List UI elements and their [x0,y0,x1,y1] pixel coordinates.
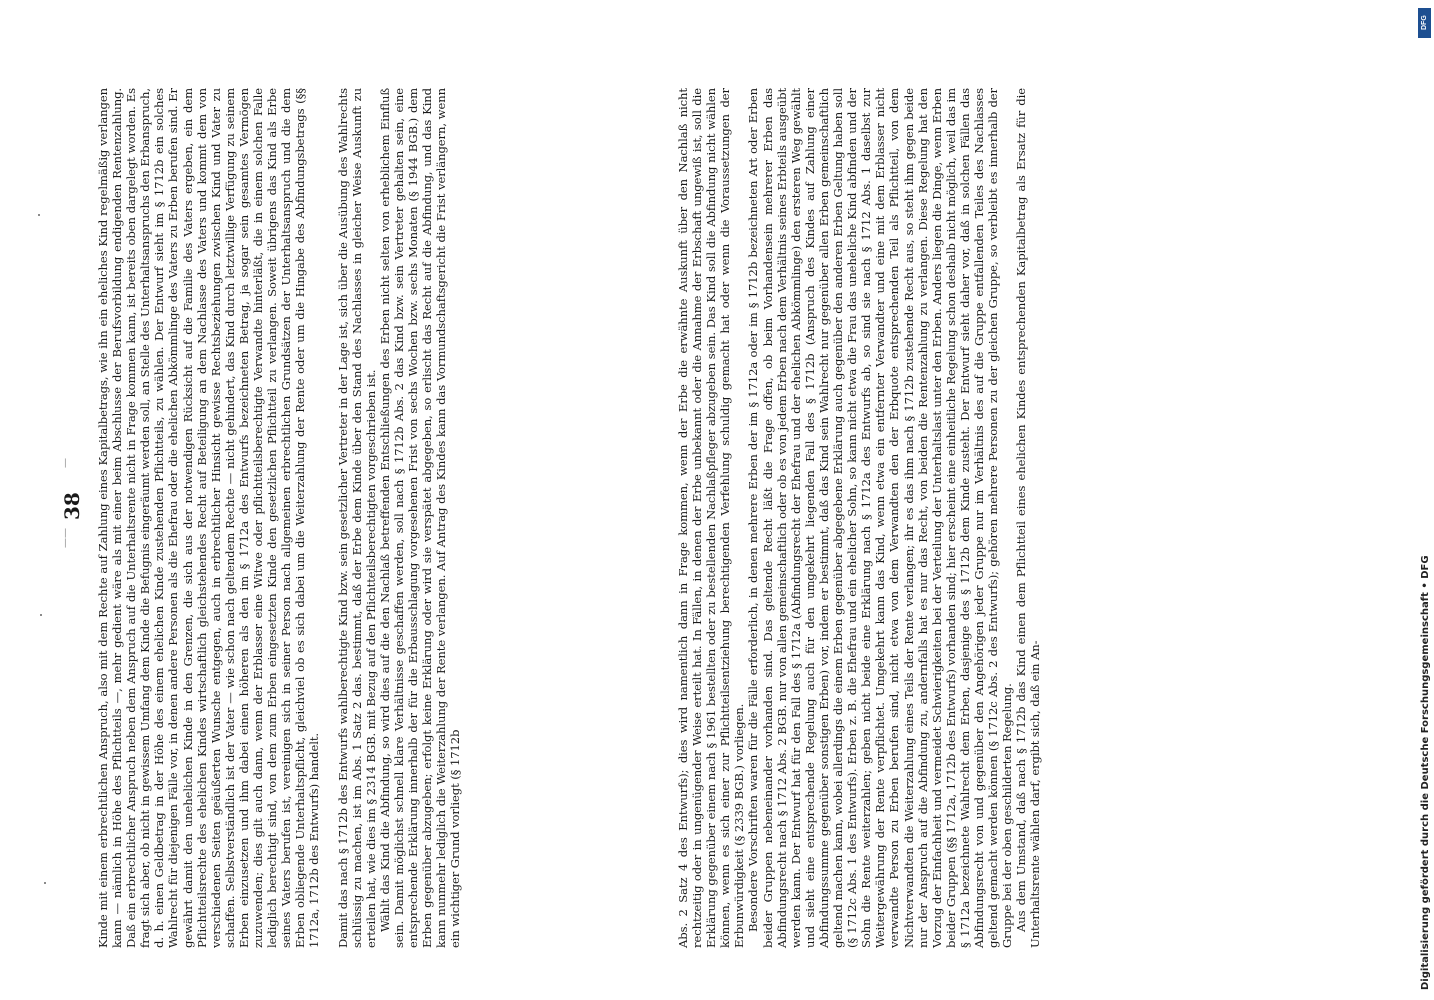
scan-speck [40,614,42,616]
paragraph: Damit das nach § 1712b des Entwurfs wahlberechtigte Kind bzw. sein gesetzlicher Vertreter in der Lage ist, sich über die Ausübung des Wahlrechts schlüssig zu machen, ist im Abs. 1 Satz 2 das. bestimmt, daß der Erbe dem Kinde über den Stand des Nachlasses in gleicher Weise Auskunft zu erteilen hat, wie dies im § 2314 BGB. mit Bezug auf den Pflichtteilsberechtigten vorgeschrieben ist. [335,88,378,948]
dfg-logo: DFG [1418,8,1431,38]
paragraph: Besondere Vorschriften waren für die Fälle erforderlich, in denen mehrere Erben der im § 1712a oder im § 1712b bezeichneten Art oder Erben beider Gruppen nebeneinander vorhanden sind. Das geltende Recht läßt die Frage offen, ob beim Vorhandensein mehrerer Erben das Abfindungsrecht nach § 1712 Abs. 2 BGB. nur von allen gemeinschaftlich oder ob es von jedem Erben nach dem Verhältnis seines Erbteils ausgeübt werden kann. Der Entwurf hat für den Fall des § 1712a (Abfindungsrecht der Ehefrau und der ehelichen Abkömmlinge) den ersteren Weg gewählt und sieht eine entsprechende Regelung auch für den umgekehrt liegenden Fall des § 1712b (Anspruch des Kindes auf Zahlung einer Abfindungssumme gegenüber sonstigen Erben) vor, indem er bestimmt, daß das Kind sein Wahlrecht nur gegenüber allen Erben gemeinschaftlich geltend machen kann, wobei allerdings die einem Erben gegenüber abgegebene Erklärung auch gegenüber den anderen Erben Geltung haben soll (§ 1712c Abs. 1 des Entwurfs). Erben z. B. die Ehefrau und ein ehelicher Sohn, so kann nicht etwa die Frau das uneheliche Kind abfinden und der Sohn die Rente weiterzahlen; geben nicht beide eine Erklärung nach § 1712a des Entwurfs ab, so sind sie nach § 1712 Abs. 1 daselbst zur Weitergewährung der Rente verpflichtet. Umgekehrt kann das Kind, wenn etwa ein entfernter Verwandter und eine mit dem Erblasser nicht verwandte Person zu Erben berufen sind, nicht etwa von dem Verwandten den der Erbquote entsprechenden Teil als Pflichtteil, von dem Nichtverwandten die Weiterzahlung eines Teils der Rente verlangen; ihr es das ihm nach § 1712b zustehende Recht aus, so steht ihm gegen beide nur der Anspruch auf die Abfindung zu, andernfalls hat es nur das Recht, von beiden die Rentenzahlung zu verlangen. Diese Regelung hat den Vorzug der Einfachheit und vermeidet Schwierigkeiten bei der Verteilung der Unterhaltslast unter den Erben. Anders liegen die Dinge, wenn Erben beider Gruppen (§§ 1712a, 1712b des Entwurfs) vorhanden sind; hier erscheint eine einheitliche Regelung schon deshalb nicht möglich, weil das im § 1712a bezeichnete Wahlrecht dem Erben, dasjenige des § 1712b dem Kinde zusteht. Der Entwurf sieht daher vor, daß in solchen Fällen das Abfindungsrecht von und gegenüber den Angehörigen jeder Gruppe nur im Verhältnis des auf die Gruppe entfallenden Teiles des Nachlasses geltend gemacht werden können (§ 1712c Abs. 2 des Entwurfs); gehören mehrere Personen zu der gleichen Gruppe, so verbleibt es innerhalb der Gruppe bei der oben geschilderten Regelung. [746,88,1015,948]
paragraph: Abs. 2 Satz 4 des Entwurfs); dies wird namentlich dann in Frage kommen, wenn der Erbe die erwähnte Auskunft über den Nachlaß nicht rechtzeitig oder in ungenügender Weise erteilt hat. In Fällen, in denen der Erbe unbekannt oder die Annahme der Erbschaft ungewiß ist, soll die Erklärung gegenüber einem nach § 1961 bestellten oder zu bestellenden Nachlaßpfleger abzugeben sein. Das Kind soll die Abfindung nicht wählen können, wenn es sich einer zur Pflichtteilsentziehung berechtigenden Verfehlung schuldig gemacht hat oder wenn die Voraussetzungen der Erbunwürdigkeit (§ 2339 BGB.) vorliegen. [676,88,747,948]
paragraph: Wählt das Kind die Abfindung, so wird dies auf die den Nachlaß betreffenden Entschließungen des Erben nicht selten von erheblichem Einfluß sein. Damit möglichst schnell klare Verhältnisse geschaffen werden, soll nach § 1712b Abs. 2 das Kind bzw. sein Vertreter gehalten sein, eine entsprechende Erklärung innerhalb der für die Erbausschlagung vorgesehenen Frist von sechs Wochen bzw. sechs Monaten (§ 1944 BGB.) dem Erben gegenüber abzugeben; erfolgt keine Erklärung oder wird sie verspätet abgegeben, so erlischt das Recht auf die Abfindung, und das Kind kann nunmehr lediglich die Weiterzahlung der Rente verlangen. Auf Antrag des Kindes kann das Vormundschaftsgericht die Frist verlängern, wenn ein wichtiger Grund vorliegt (§ 1712b [377,88,463,948]
digitization-credit: Digitalisierung gefördert durch die Deutsche Forschungsgemeinschaft • DFG [1420,555,1431,990]
margin-mark: —— [60,528,71,548]
scan-speck [38,214,40,216]
margin-mark: — [60,458,71,468]
right-text-column [676,88,1266,948]
paragraph: Kinde mit einem erbrechtlichen Anspruch, also mit dem Rechte auf Zahlung eines Kapitalbetrags, wie ihn ein eheliches Kind regelmäßig verlangen kann — nämlich in Höhe des Pflichtteils —, mehr gedient wäre als mit einer beim Abschlusse der Berufsvorbildung endigenden Rentenzahlung. Daß ein erbrechtlicher Anspruch neben dem Anspruch auf die Unterhaltsrente nicht in Frage kommen kann, ist bereits oben dargelegt worden. Es fragt sich aber, ob nicht in gewissem Umfang dem Kinde die Befugnis eingeräumt werden soll, an Stelle des Unterhaltsanspruchs den Erbanspruch, d. h. einen Geldbetrag in der Höhe des einem ehelichen Kinde zustehenden Pflichtteils, zu wählen. Der Entwurf sieht im § 1712b ein solches Wahlrecht für diejenigen Fälle vor, in denen andere Personen als die Ehefrau oder die ehelichen Abkömmlinge des Vaters zu Erben berufen sind. Er gewährt damit den unehelichen Kinde in den Grenzen, die sich aus der notwendigen Rücksicht auf die Familie des Vaters ergeben, ein dem Pflichtteilsrechte des ehelichen Kindes wirtschaftlich gleichstehendes Recht auf Beteiligung an dem Nachlasse des Vaters und kommt dem von verschiedenen Seiten geäußerten Wunsche entgegen, auch in erbrechtlicher Hinsicht gewisse Rechtsbeziehungen zwischen Kind und Vater zu schaffen. Selbstverständlich ist der Vater — wie schon nach geltendem Rechte — nicht gehindert, das Kind durch letztwillige Verfügung zu seinem Erben einzusetzen und ihm dabei einen höheren als den im § 1712a des Entwurfs bezeichneten Betrag, ja sogar sein gesamtes Vermögen zuzuwenden; dies gilt auch dann, wenn der Erblasser eine Witwe oder pflichtteilsberechtigte Verwandte hinterläßt, die in einem solchen Falle lediglich berechtigt sind, von dem zum Erben eingesetzten Kinde den gesetzlichen Pflichtteil zu verlangen. Soweit übrigens das Kind als Erbe seines Vaters berufen ist, vereinigen sich in seiner Person nach allgemeinen erbrechtlichen Grundsätzen der Unterhaltsanspruch und die dem Erben obliegende Unterhaltspflicht, gleichviel ob es sich dabei um die Weiterzahlung der Rente oder um die Hingabe des Abfindungsbetrags (§§ 1712a, 1712b des Entwurfs) handelt. [96,88,322,948]
scan-speck [44,882,46,884]
page-number: 38 [60,492,84,520]
paragraph: Aus dem Umstand, daß nach § 1712b das Kind einen dem Pflichtteil eines ehelichen Kindes entsprechenden Kapitalbetrag als Ersatz für die Unterhaltsrente wählen darf, ergibt sich, daß ein An- [1014,88,1043,948]
